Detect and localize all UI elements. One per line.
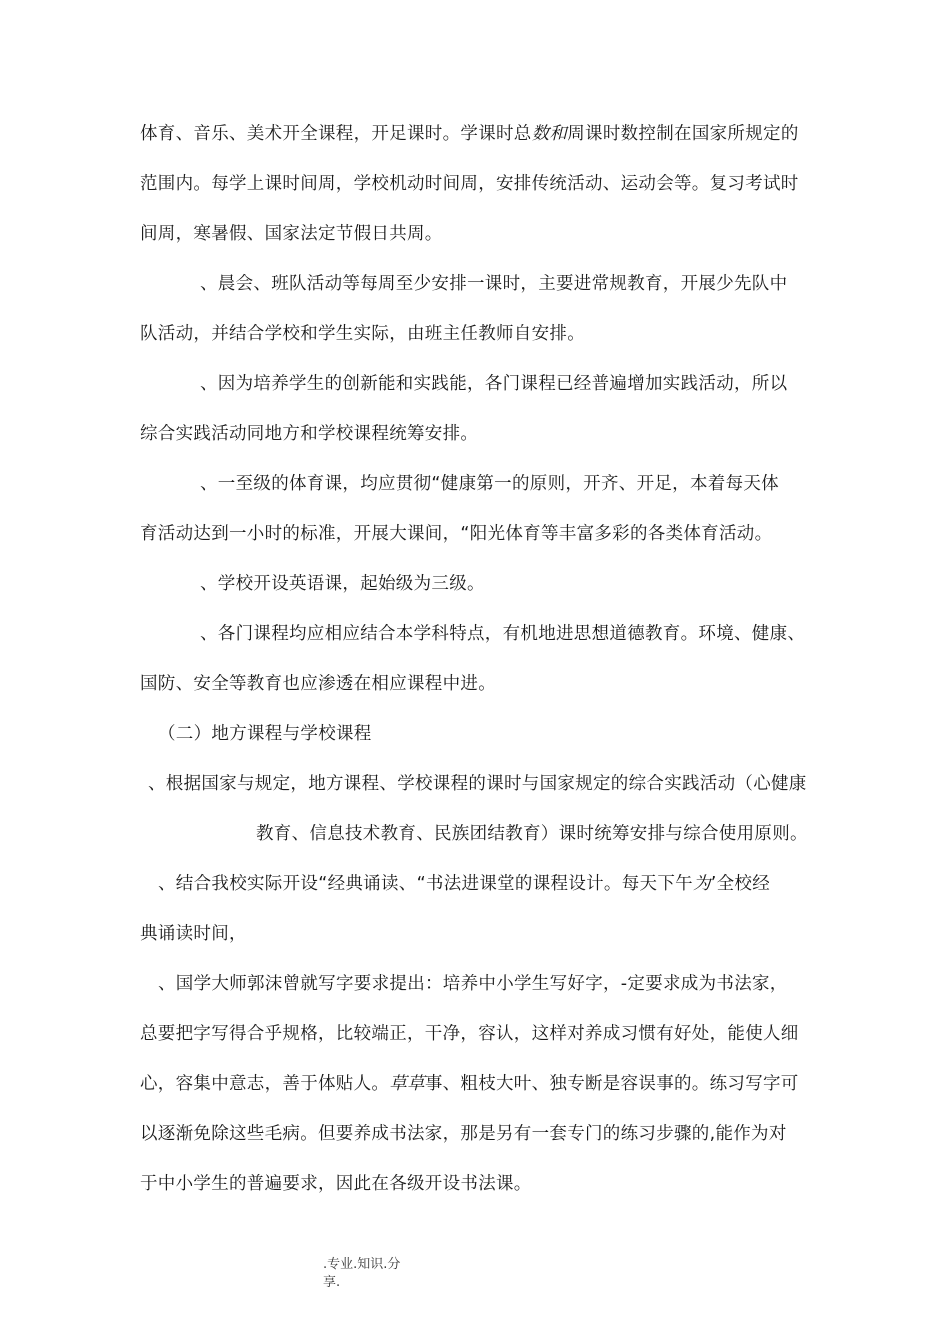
text-line	[140, 172, 799, 196]
text-segment: 周课时数控制在国家所规定的	[567, 124, 799, 144]
text-segment: 、晨会、班队活动等每周至少安排一课时，主要进常规教育，开展少先队中	[200, 274, 788, 294]
text-segment: 以逐渐免除这些毛病。但要养成书法家，那是另有一套专门的练习步骤的,能作为对	[140, 1124, 787, 1144]
text-segment: 总要把字写得合乎规格，比较端正，干净，容认，这样对养成习惯有好处，能使人细	[140, 1024, 799, 1044]
italic-text: 数和	[531, 124, 568, 144]
text-line	[140, 1172, 532, 1196]
text-segment: 典诵读时间，	[140, 924, 247, 944]
text-segment: 、因为培养学生的创新能和实践能，各门课程已经普遍增加实践活动，所以	[200, 374, 788, 394]
text-line	[200, 472, 779, 496]
text-segment: 综合实践活动同地方和学校课程统筹安排。	[140, 424, 479, 444]
text-line	[140, 122, 799, 146]
text-segment: 、结合我校实际开设“经典诵读、“书法进课堂的课程设计。每天下午	[158, 874, 693, 894]
text-line	[200, 372, 787, 396]
italic-text: 为	[692, 874, 711, 894]
footer-text-1: .专业.知识.分	[323, 1257, 401, 1272]
text-segment: 国防、安全等教育也应渗透在相应课程中进。	[140, 674, 496, 694]
text-line	[140, 922, 247, 946]
text-segment: 体育、音乐、美术开全课程，开足课时。学课时总	[140, 124, 532, 144]
text-segment: 、根据国家与规定，地方课程、学校课程的课时与国家规定的综合实践活动（心健康	[148, 774, 807, 794]
text-segment: 育活动达到一小时的标准，开展大课间，“阳光体育等丰富多彩的各类体育活动。	[140, 524, 773, 544]
text-segment: 事、粗枝大叶、独专断是容误事的。练习写字可	[424, 1074, 799, 1094]
text-line	[200, 572, 485, 596]
text-segment: ’全校经	[710, 874, 771, 894]
text-line	[140, 322, 585, 346]
text-segment: 、国学大师郭沫曾就写字要求提出：培养中小学生写好字，-定要求成为书法家，	[158, 974, 788, 994]
text-line	[140, 522, 772, 546]
text-line	[200, 272, 787, 296]
text-segment: 间周，寒暑假、国家法定节假日共周。	[140, 224, 443, 244]
text-line	[140, 1072, 799, 1096]
text-line	[140, 1122, 787, 1146]
text-segment: 、学校开设英语课，起始级为三级。	[200, 574, 485, 594]
italic-text: 草草	[389, 1074, 425, 1094]
text-segment: 队活动，并结合学校和学生实际，由班主任教师自安排。	[140, 324, 585, 344]
text-line	[158, 872, 770, 896]
text-line	[158, 722, 372, 746]
text-line	[158, 972, 788, 996]
footer-text-2: 享.	[323, 1275, 341, 1290]
text-segment: （二）地方课程与学校课程	[158, 724, 372, 744]
text-segment: 教育、信息技术教育、民族团结教育）课时统筹安排与综合使用原则。	[256, 824, 808, 844]
text-segment: 范围内。每学上课时间周，学校机动时间周，安排传统活动、运动会等。复习考试时	[140, 174, 799, 194]
text-line	[200, 622, 805, 646]
text-segment: 、一至级的体育课，均应贯彻“健康第一的原则，开齐、开足，本着每天体	[200, 474, 779, 494]
text-line	[140, 222, 443, 246]
text-segment: 、各门课程均应相应结合本学科特点，有机地进思想道德教育。环境、健康、	[200, 624, 806, 644]
text-line	[140, 1022, 799, 1046]
text-segment: 心，容集中意志，善于体贴人。	[140, 1074, 390, 1094]
text-line	[256, 822, 808, 846]
text-line	[140, 672, 496, 696]
text-segment: 于中小学生的普遍要求，因此在各级开设书法课。	[140, 1174, 532, 1194]
text-line	[148, 772, 807, 796]
text-line	[140, 422, 478, 446]
